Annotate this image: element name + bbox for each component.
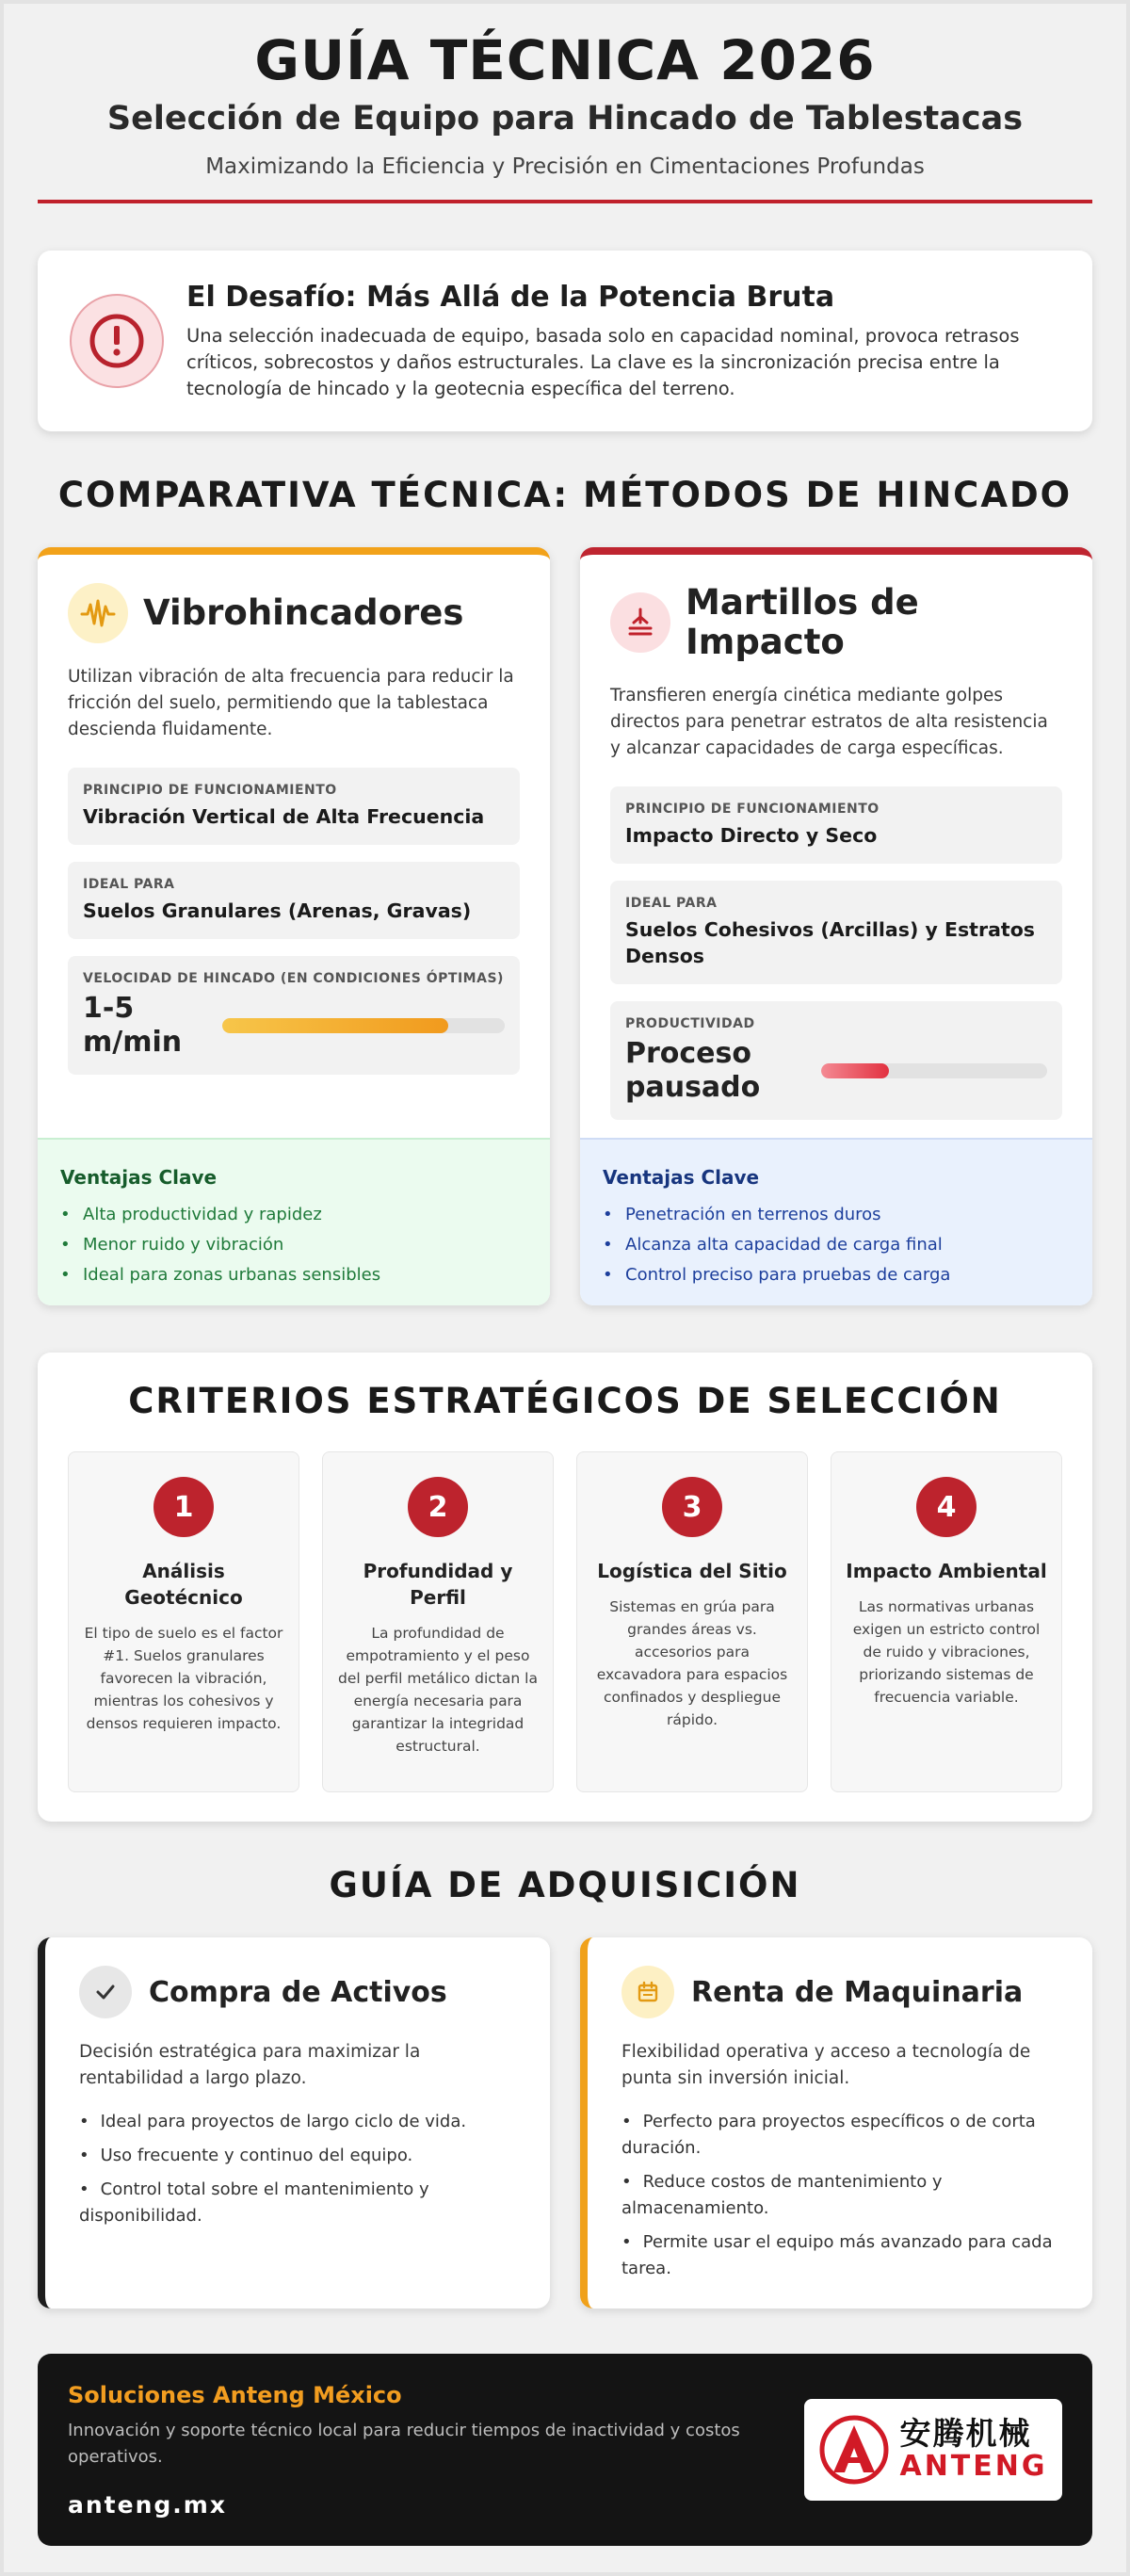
- criteria-number: 4: [916, 1477, 977, 1537]
- footer-title: Soluciones Anteng México: [68, 2381, 402, 2408]
- rent-description: Flexibilidad operativa y acceso a tecnología de punta sin inversión inicial.: [622, 2042, 1031, 2088]
- list-item: • Alta productividad y rapidez: [60, 1200, 527, 1230]
- footer-website-link[interactable]: anteng.mx: [68, 2490, 227, 2519]
- page-title: GUÍA TÉCNICA 2026: [254, 28, 876, 92]
- footer: [38, 2354, 1092, 2546]
- impact-productivity-label: PRODUCTIVIDAD: [625, 1016, 755, 1031]
- vibro-ideal-box: [68, 862, 520, 939]
- vibro-principle-value: Vibración Vertical de Alta Frecuencia: [83, 805, 485, 828]
- check-icon: [79, 1966, 132, 2018]
- rent-card: [580, 1937, 1092, 2309]
- vibro-advantages: [38, 1138, 550, 1305]
- criteria-item-text: Sistemas en grúa para grandes áreas vs. accesorios para excavadora para espacios confinados y despliegue rápido.: [596, 1598, 788, 1728]
- criteria-item-text: El tipo de suelo es el factor #1. Suelos granulares favorecen la vibración, mientras los cohesivos y densos requieren impacto.: [84, 1625, 283, 1732]
- criteria-item: [831, 1451, 1062, 1792]
- hammer-icon: [610, 592, 670, 653]
- list-item: • Reduce costos de mantenimiento y almacenamiento.: [622, 2172, 943, 2218]
- criteria-item-title: Logística del Sitio: [597, 1560, 787, 1582]
- challenge-title: El Desafío: Más Allá de la Potencia Bruta: [186, 280, 835, 314]
- vibro-speed-label: VELOCIDAD DE HINCADO (EN CONDICIONES ÓPTIMAS): [83, 971, 504, 986]
- vibro-description: Utilizan vibración de alta frecuencia para reducir la fricción del suelo, permitiendo que la tablestaca descienda fluidamente.: [68, 667, 514, 739]
- comparison-title: COMPARATIVA TÉCNICA: MÉTODOS DE HINCADO: [57, 475, 1073, 515]
- alert-icon: [70, 294, 164, 388]
- impact-productivity-value: Proceso pausado: [625, 1037, 761, 1104]
- acquisition-title: GUÍA DE ADQUISICIÓN: [329, 1865, 801, 1905]
- impact-productivity-bar: [821, 1063, 1047, 1078]
- vibro-speed-bar: [222, 1018, 505, 1033]
- list-item: • Uso frecuente y continuo del equipo.: [79, 2146, 413, 2165]
- rent-title: Renta de Maquinaria: [691, 1975, 1024, 2009]
- criteria-item-text: Las normativas urbanas exigen un estricto control de ruido y vibraciones, priorizando sistemas de frecuencia variable.: [852, 1598, 1041, 1706]
- vibro-speed-box: [68, 956, 520, 1075]
- vibro-title: Vibrohincadores: [143, 592, 464, 633]
- buy-description: Decisión estratégica para maximizar la rentabilidad a largo plazo.: [79, 2042, 421, 2088]
- criteria-item-title: Impacto Ambiental: [846, 1560, 1047, 1582]
- vibro-principle-box: [68, 768, 520, 845]
- impact-productivity-bar-fill: [821, 1063, 889, 1078]
- impact-principle-box: [610, 786, 1062, 864]
- impact-principle-label: PRINCIPIO DE FUNCIONAMIENTO: [625, 802, 880, 817]
- page-subtitle: Selección de Equipo para Hincado de Tablestacas: [106, 100, 1024, 138]
- impact-principle-value: Impacto Directo y Seco: [625, 824, 878, 847]
- impact-ideal-label: IDEAL PARA: [625, 896, 718, 911]
- challenge-card: [38, 251, 1092, 431]
- criteria-item: [322, 1451, 554, 1792]
- vibro-advantages-title: Ventajas Clave: [60, 1166, 218, 1189]
- criteria-number: 3: [662, 1477, 722, 1537]
- header-divider: [38, 200, 1092, 203]
- impact-advantages-title: Ventajas Clave: [603, 1166, 760, 1189]
- criteria-item-title: Profundidad y Perfil: [363, 1560, 513, 1609]
- impact-title: Martillos de Impacto: [686, 582, 919, 662]
- list-item: • Ideal para zonas urbanas sensibles: [60, 1260, 527, 1290]
- list-item: • Control preciso para pruebas de carga: [603, 1260, 1070, 1290]
- impact-advantages: [580, 1138, 1092, 1305]
- buy-title: Compra de Activos: [149, 1975, 447, 2009]
- page-header: [38, 4, 1092, 203]
- vibro-card: [38, 547, 550, 1305]
- criteria-item: [576, 1451, 808, 1792]
- criteria-item: [68, 1451, 299, 1792]
- criteria-number: 2: [408, 1477, 468, 1537]
- anteng-logo-icon: [818, 2414, 890, 2486]
- calendar-icon: [622, 1966, 674, 2018]
- acquisition-section: [38, 1937, 1092, 2309]
- list-item: • Menor ruido y vibración: [60, 1230, 527, 1260]
- criteria-item-title: Análisis Geotécnico: [124, 1560, 243, 1609]
- vibro-speed-bar-fill: [222, 1018, 448, 1033]
- waveform-icon: [68, 583, 128, 643]
- impact-description: Transfieren energía cinética mediante golpes directos para penetrar estratos de alta resistencia y alcanzar capacidades de carga específicas.: [610, 686, 1048, 758]
- logo-english-text: ANTENG: [899, 2450, 1048, 2483]
- footer-text: Innovación y soporte técnico local para reducir tiempos de inactividad y costos operativos.: [68, 2420, 740, 2467]
- impact-ideal-value: Suelos Cohesivos (Arcillas) y Estratos Densos: [625, 918, 1036, 967]
- impact-card: [580, 547, 1092, 1305]
- anteng-logo: [804, 2399, 1062, 2501]
- challenge-text: Una selección inadecuada de equipo, basada solo en capacidad nominal, provoca retrasos críticos, sobrecostos y daños estructurales. La clave es la sincronización precisa entre la tecnología de hincado y la geotecnia específica del terreno.: [186, 324, 1020, 399]
- impact-ideal-box: [610, 881, 1062, 984]
- vibro-principle-label: PRINCIPIO DE FUNCIONAMIENTO: [83, 783, 337, 798]
- vibro-ideal-label: IDEAL PARA: [83, 877, 175, 892]
- list-item: • Perfecto para proyectos específicos o de corta duración.: [622, 2112, 1036, 2158]
- criteria-item-text: La profundidad de empotramiento y el peso del perfil metálico dictan la energía necesaria para garantizar la integridad estructural.: [338, 1625, 538, 1755]
- list-item: • Control total sobre el mantenimiento y disponibilidad.: [79, 2179, 429, 2226]
- list-item: • Permite usar el equipo más avanzado para cada tarea.: [622, 2232, 1053, 2278]
- methods-comparison: [38, 547, 1092, 1305]
- vibro-ideal-value: Suelos Granulares (Arenas, Gravas): [83, 899, 472, 922]
- criteria-section: [38, 1353, 1092, 1822]
- criteria-title: CRITERIOS ESTRATÉGICOS DE SELECCIÓN: [128, 1381, 1002, 1421]
- list-item: • Penetración en terrenos duros: [603, 1200, 1070, 1230]
- impact-productivity-box: [610, 1001, 1062, 1120]
- logo-chinese-text: 安腾机械: [899, 2415, 1032, 2452]
- page-tagline: Maximizando la Eficiencia y Precisión en Cimentaciones Profundas: [205, 154, 925, 179]
- buy-card: [38, 1937, 550, 2309]
- criteria-number: 1: [153, 1477, 214, 1537]
- list-item: • Ideal para proyectos de largo ciclo de vida.: [79, 2112, 467, 2131]
- list-item: • Alcanza alta capacidad de carga final: [603, 1230, 1070, 1260]
- vibro-speed-value: 1-5 m/min: [83, 992, 183, 1059]
